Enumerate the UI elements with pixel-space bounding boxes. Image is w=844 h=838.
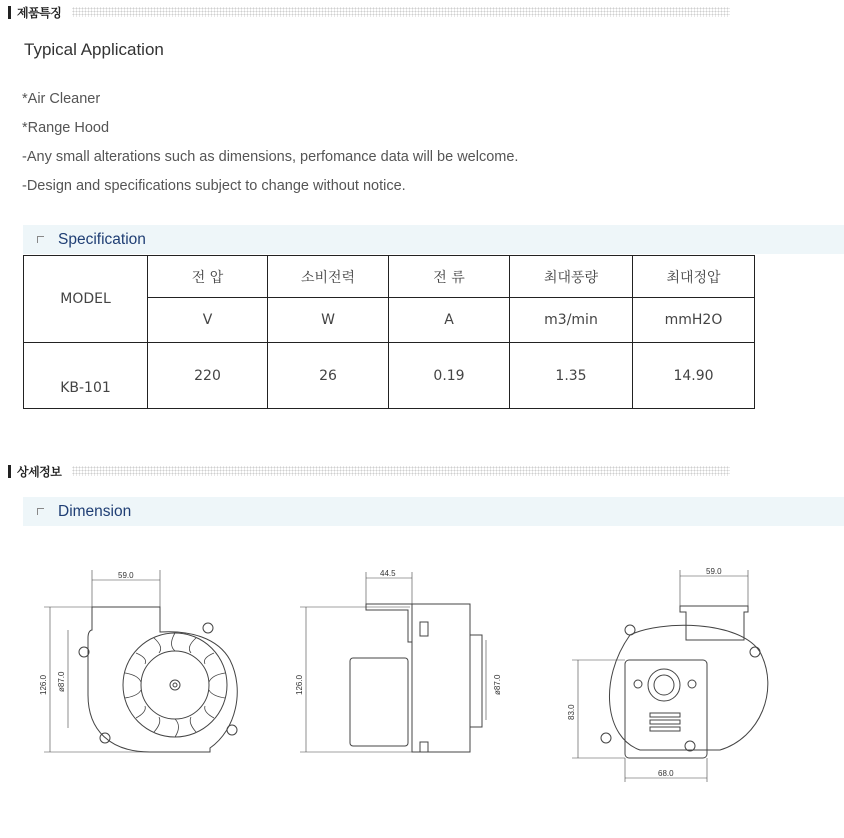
side-view-drawing [295,569,502,752]
column-header: 최대정압 [633,256,755,298]
column-header: 소비전력 [268,256,389,298]
list-item: -Design and specifications subject to change without notice. [22,178,406,194]
side-height-dim: 126.0 [295,674,304,695]
list-item: *Range Hood [22,120,110,136]
corner-mark-icon [37,236,44,243]
table-row [24,256,755,298]
list-item: *Air Cleaner [22,91,101,107]
column-header: 전 압 [148,256,268,298]
unit-cell: A [389,298,510,343]
side-inner-dim: ø87.0 [493,674,502,695]
section-bar [8,465,11,478]
model-value: KB-101 [60,380,111,396]
section-header-details [8,461,61,481]
back-view-drawing [567,567,768,782]
section-header-features [8,2,61,22]
back-bottom-dim: 68.0 [658,769,674,778]
column-header: 전 류 [389,256,510,298]
dotted-divider [72,7,730,17]
back-top-dim: 59.0 [706,567,722,576]
front-inner-dim: ø87.0 [57,671,66,692]
side-top-dim: 44.5 [380,569,396,578]
unit-cell: V [148,298,268,343]
value-cell: 0.19 [389,343,510,409]
unit-cell: W [268,298,389,343]
specification-table [23,255,755,409]
back-height-dim: 83.0 [567,704,576,720]
typical-application-list [22,88,518,204]
specification-title: Specification [58,230,146,248]
section-title: 제품특징 [17,5,62,20]
dotted-divider [72,466,730,476]
unit-cell: m3/min [510,298,633,343]
typical-application-title: Typical Application [24,40,164,59]
section-title: 상세정보 [17,464,62,479]
front-view-drawing [39,570,237,752]
model-cell [24,343,148,409]
value-cell: 1.35 [510,343,633,409]
section-bar [8,6,11,19]
value-cell: 14.90 [633,343,755,409]
model-header: MODEL [24,256,148,343]
unit-cell: mmH2O [633,298,755,343]
dimension-band [23,497,844,526]
specification-band [23,225,844,254]
value-cell: 220 [148,343,268,409]
value-cell: 26 [268,343,389,409]
dimension-title: Dimension [58,502,132,520]
dimension-drawings [0,560,844,820]
front-height-dim: 126.0 [39,674,48,695]
list-item: -Any small alterations such as dimensions, perfomance data will be welcome. [22,149,519,165]
column-header: 최대풍량 [510,256,633,298]
table-row [24,343,755,409]
corner-mark-icon [37,508,44,515]
front-top-dim: 59.0 [118,571,134,580]
